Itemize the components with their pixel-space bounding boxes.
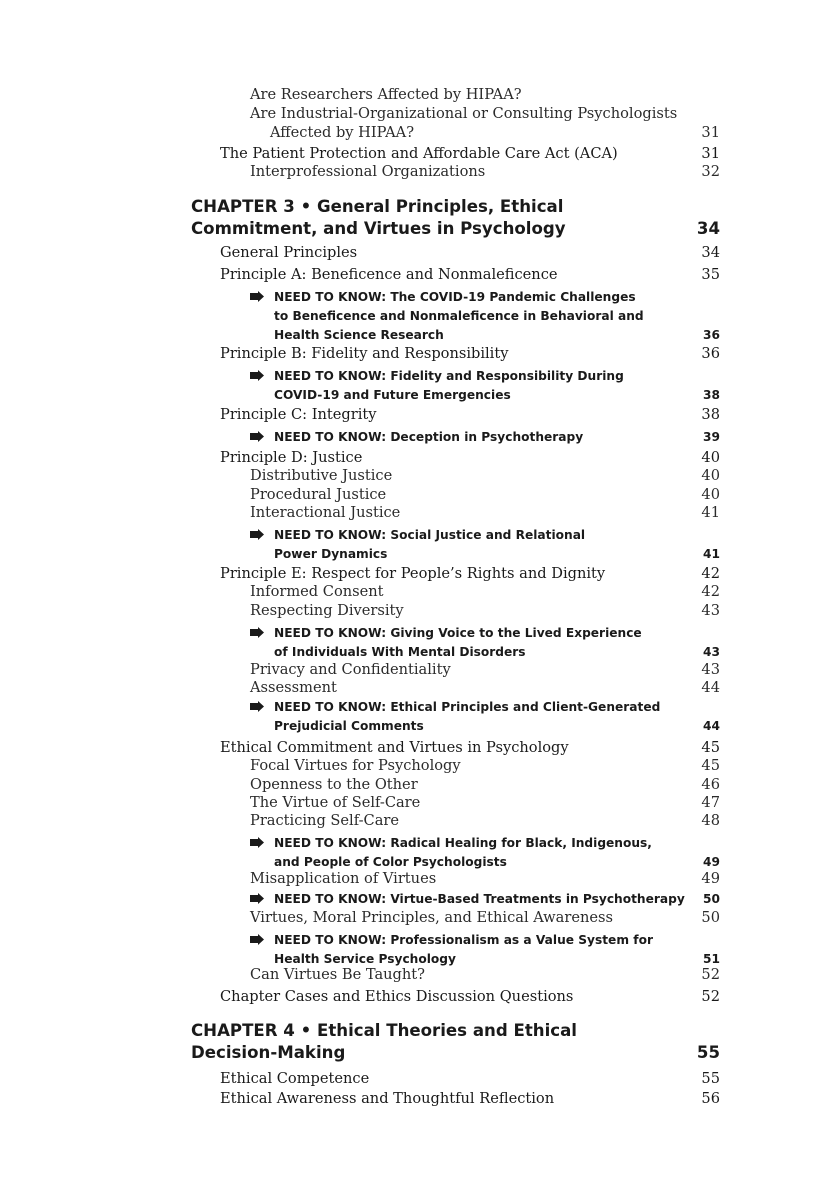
entry-title-line: The Patient Protection and Affordable Care Act (ACA) (220, 145, 618, 162)
toc-entry (220, 244, 720, 261)
page-number: 36 (703, 328, 720, 342)
entry-title (250, 679, 689, 696)
page-number: 34 (701, 244, 720, 261)
entry-title-line: Principle C: Integrity (220, 406, 377, 423)
arrow-right-icon (250, 428, 274, 447)
entry-title (220, 1090, 689, 1107)
entry-title (250, 467, 689, 484)
page-number: 56 (701, 1090, 720, 1107)
entry-title-line (250, 931, 691, 950)
page-number: 42 (701, 565, 720, 582)
entry-title-line: Ethical Commitment and Virtues in Psychology (220, 739, 569, 756)
entry-title-line (250, 367, 691, 386)
entry-title (250, 367, 691, 405)
entry-title-line: Informed Consent (250, 583, 384, 600)
need-to-know-text: NEED TO KNOW: Virtue-Based Treatments in Psychotherapy (274, 892, 685, 906)
entry-title-line: Interactional Justice (250, 504, 401, 521)
page-number: 52 (701, 988, 720, 1005)
need-to-know-text: NEED TO KNOW: The COVID-19 Pandemic Challenges (274, 290, 636, 304)
toc-entry (250, 86, 720, 103)
toc-entry (220, 266, 720, 283)
entry-title (250, 504, 689, 521)
need-to-know-entry (250, 367, 720, 405)
page-number: 38 (701, 406, 720, 423)
entry-title-line (250, 428, 691, 447)
entry-title (250, 931, 691, 969)
toc-entry (220, 345, 720, 362)
arrow-right-icon (250, 288, 274, 307)
toc-entry (250, 486, 720, 503)
entry-title-line: Are Industrial-Organizational or Consulting Psychologists (250, 105, 678, 122)
page-number: 36 (701, 345, 720, 362)
page-number: 43 (701, 661, 720, 678)
need-to-know-entry (250, 428, 720, 447)
chapter-heading (191, 1020, 720, 1064)
entry-title-line (250, 834, 691, 853)
entry-title (250, 794, 689, 811)
need-to-know-entry (250, 698, 720, 736)
entry-title-line: Ethical Awareness and Thoughtful Reflection (220, 1090, 555, 1107)
entry-title (220, 244, 689, 261)
page-number: 31 (701, 145, 720, 162)
page-number: 43 (703, 645, 720, 659)
entry-title-line: of Individuals With Mental Disorders (274, 645, 526, 659)
entry-title-line: COVID-19 and Future Emergencies (274, 388, 511, 402)
entry-title-line: CHAPTER 4 • Ethical Theories and Ethical (191, 1021, 577, 1040)
page-number: 49 (703, 855, 720, 869)
page-number: 40 (701, 486, 720, 503)
entry-title (220, 145, 689, 162)
entry-title-line: Assessment (250, 679, 337, 696)
page-number: 32 (701, 163, 720, 180)
entry-title (220, 266, 689, 283)
arrow-right-icon (250, 526, 274, 545)
need-to-know-text: NEED TO KNOW: Professionalism as a Value System for (274, 933, 653, 947)
entry-title-line: Ethical Competence (220, 1070, 370, 1087)
toc-entry (250, 504, 720, 521)
page-number: 51 (703, 952, 720, 966)
entry-title-line: Focal Virtues for Psychology (250, 757, 461, 774)
page-number: 50 (703, 892, 720, 906)
toc-entry (220, 565, 720, 582)
page-number: 44 (703, 719, 720, 733)
entry-title-line: Principle D: Justice (220, 449, 363, 466)
entry-title (250, 163, 689, 180)
entry-title (220, 1070, 689, 1087)
entry-title (250, 776, 689, 793)
entry-title-line: Practicing Self-Care (250, 812, 400, 829)
entry-title-line: Prejudicial Comments (274, 719, 424, 733)
entry-title-line: Health Service Psychology (274, 952, 456, 966)
entry-title-line: to Beneficence and Nonmaleficence in Behavioral and (274, 309, 644, 323)
need-to-know-text: NEED TO KNOW: Radical Healing for Black, Indigenous, (274, 836, 652, 850)
toc-entry (220, 739, 720, 756)
toc-entry (220, 1090, 720, 1107)
page-number: 55 (696, 1043, 720, 1062)
need-to-know-entry (250, 931, 720, 969)
entry-title-line: Principle E: Respect for People’s Rights and Dignity (220, 565, 606, 582)
page-number: 49 (701, 870, 720, 887)
entry-title-line: and People of Color Psychologists (274, 855, 507, 869)
entry-title (250, 624, 691, 662)
page-number: 34 (696, 219, 720, 238)
toc-entry (220, 449, 720, 466)
toc-entry (220, 145, 720, 162)
entry-title-line: Privacy and Confidentiality (250, 661, 451, 678)
entry-title (250, 288, 691, 345)
entry-title (191, 1020, 685, 1064)
entry-title-line: Distributive Justice (250, 467, 393, 484)
toc-entry (250, 870, 720, 887)
entry-title-line: Procedural Justice (250, 486, 387, 503)
toc-entry (250, 467, 720, 484)
toc-entry (220, 1070, 720, 1087)
page-number: 46 (701, 776, 720, 793)
need-to-know-entry (250, 288, 720, 345)
need-to-know-entry (250, 834, 720, 872)
entry-title-line (250, 890, 691, 909)
entry-title-line: General Principles (220, 244, 358, 261)
entry-title-line (250, 698, 691, 717)
need-to-know-text: NEED TO KNOW: Giving Voice to the Lived Experience (274, 626, 642, 640)
need-to-know-text: NEED TO KNOW: Ethical Principles and Client-Generated (274, 700, 661, 714)
entry-title (250, 86, 708, 103)
toc-entry (250, 105, 720, 142)
entry-title (250, 698, 691, 736)
entry-title-line: Power Dynamics (274, 547, 388, 561)
page-number: 40 (701, 467, 720, 484)
need-to-know-entry (250, 526, 720, 564)
toc-entry (220, 988, 720, 1005)
entry-title (250, 602, 689, 619)
page-number: 41 (701, 504, 720, 521)
entry-title (220, 406, 689, 423)
entry-title-line: Respecting Diversity (250, 602, 404, 619)
entry-title (220, 345, 689, 362)
entry-title (220, 739, 689, 756)
entry-title (250, 966, 689, 983)
entry-title (250, 909, 689, 926)
need-to-know-text: NEED TO KNOW: Social Justice and Relational (274, 528, 586, 542)
entry-title-line: Openness to the Other (250, 776, 418, 793)
entry-title-line (250, 526, 691, 545)
toc-entry (250, 661, 720, 678)
entry-title (250, 812, 689, 829)
page-number: 44 (701, 679, 720, 696)
arrow-right-icon (250, 698, 274, 717)
chapter-heading (191, 196, 720, 240)
entry-title-line: Interprofessional Organizations (250, 163, 486, 180)
need-to-know-text: NEED TO KNOW: Deception in Psychotherapy (274, 430, 584, 444)
entry-title-line: Misapplication of Virtues (250, 870, 437, 887)
toc-entry (250, 757, 720, 774)
entry-title (220, 988, 689, 1005)
entry-title-line: The Virtue of Self-Care (250, 794, 421, 811)
arrow-right-icon (250, 834, 274, 853)
entry-title-line: Health Science Research (274, 328, 444, 342)
entry-title (250, 757, 689, 774)
entry-title-line (250, 624, 691, 643)
entry-title-line: Virtues, Moral Principles, and Ethical Awareness (250, 909, 613, 926)
entry-title-line: Commitment, and Virtues in Psychology (191, 219, 566, 238)
toc-entry (250, 794, 720, 811)
toc-entry (250, 966, 720, 983)
toc-entry (250, 679, 720, 696)
entry-title-line: Chapter Cases and Ethics Discussion Questions (220, 988, 574, 1005)
entry-title (250, 526, 691, 564)
page-number: 55 (701, 1070, 720, 1087)
toc-entry (250, 163, 720, 180)
need-to-know-text: NEED TO KNOW: Fidelity and Responsibility During (274, 369, 624, 383)
entry-title-line: Principle A: Beneficence and Nonmaleficence (220, 266, 558, 283)
need-to-know-entry (250, 624, 720, 662)
arrow-right-icon (250, 367, 274, 386)
arrow-right-icon (250, 931, 274, 950)
toc-entry (220, 406, 720, 423)
entry-title-line: Are Researchers Affected by HIPAA? (250, 86, 522, 103)
entry-title (250, 834, 691, 872)
page-number: 39 (703, 430, 720, 444)
entry-title (250, 661, 689, 678)
entry-title-line: Principle B: Fidelity and Responsibility (220, 345, 509, 362)
page-number: 50 (701, 909, 720, 926)
entry-title-line: Can Virtues Be Taught? (250, 966, 425, 983)
entry-title (250, 486, 689, 503)
toc-entry (250, 602, 720, 619)
entry-title-line: CHAPTER 3 • General Principles, Ethical (191, 197, 564, 216)
page-number: 41 (703, 547, 720, 561)
toc-entry (250, 812, 720, 829)
page-number: 40 (701, 449, 720, 466)
toc-entry (250, 583, 720, 600)
entry-title (220, 565, 689, 582)
need-to-know-entry (250, 890, 720, 909)
arrow-right-icon (250, 890, 274, 909)
page-number: 31 (701, 123, 720, 141)
entry-title (220, 449, 689, 466)
entry-title (250, 870, 689, 887)
page-number: 48 (701, 812, 720, 829)
entry-title-line (250, 288, 691, 307)
entry-title (250, 428, 691, 447)
page-number: 47 (701, 794, 720, 811)
entry-title (191, 196, 685, 240)
toc-entry (250, 776, 720, 793)
entry-title (250, 583, 689, 600)
page-number: 42 (701, 583, 720, 600)
page-number: 45 (701, 757, 720, 774)
page-number: 43 (701, 602, 720, 619)
entry-title (250, 105, 689, 142)
page-number: 35 (701, 266, 720, 283)
toc-entry (250, 909, 720, 926)
page-number: 52 (701, 966, 720, 983)
entry-title-line: Decision-Making (191, 1043, 346, 1062)
entry-title-line: Affected by HIPAA? (270, 123, 415, 141)
page-number: 38 (703, 388, 720, 402)
entry-title (250, 890, 691, 909)
arrow-right-icon (250, 624, 274, 643)
page-number: 45 (701, 739, 720, 756)
